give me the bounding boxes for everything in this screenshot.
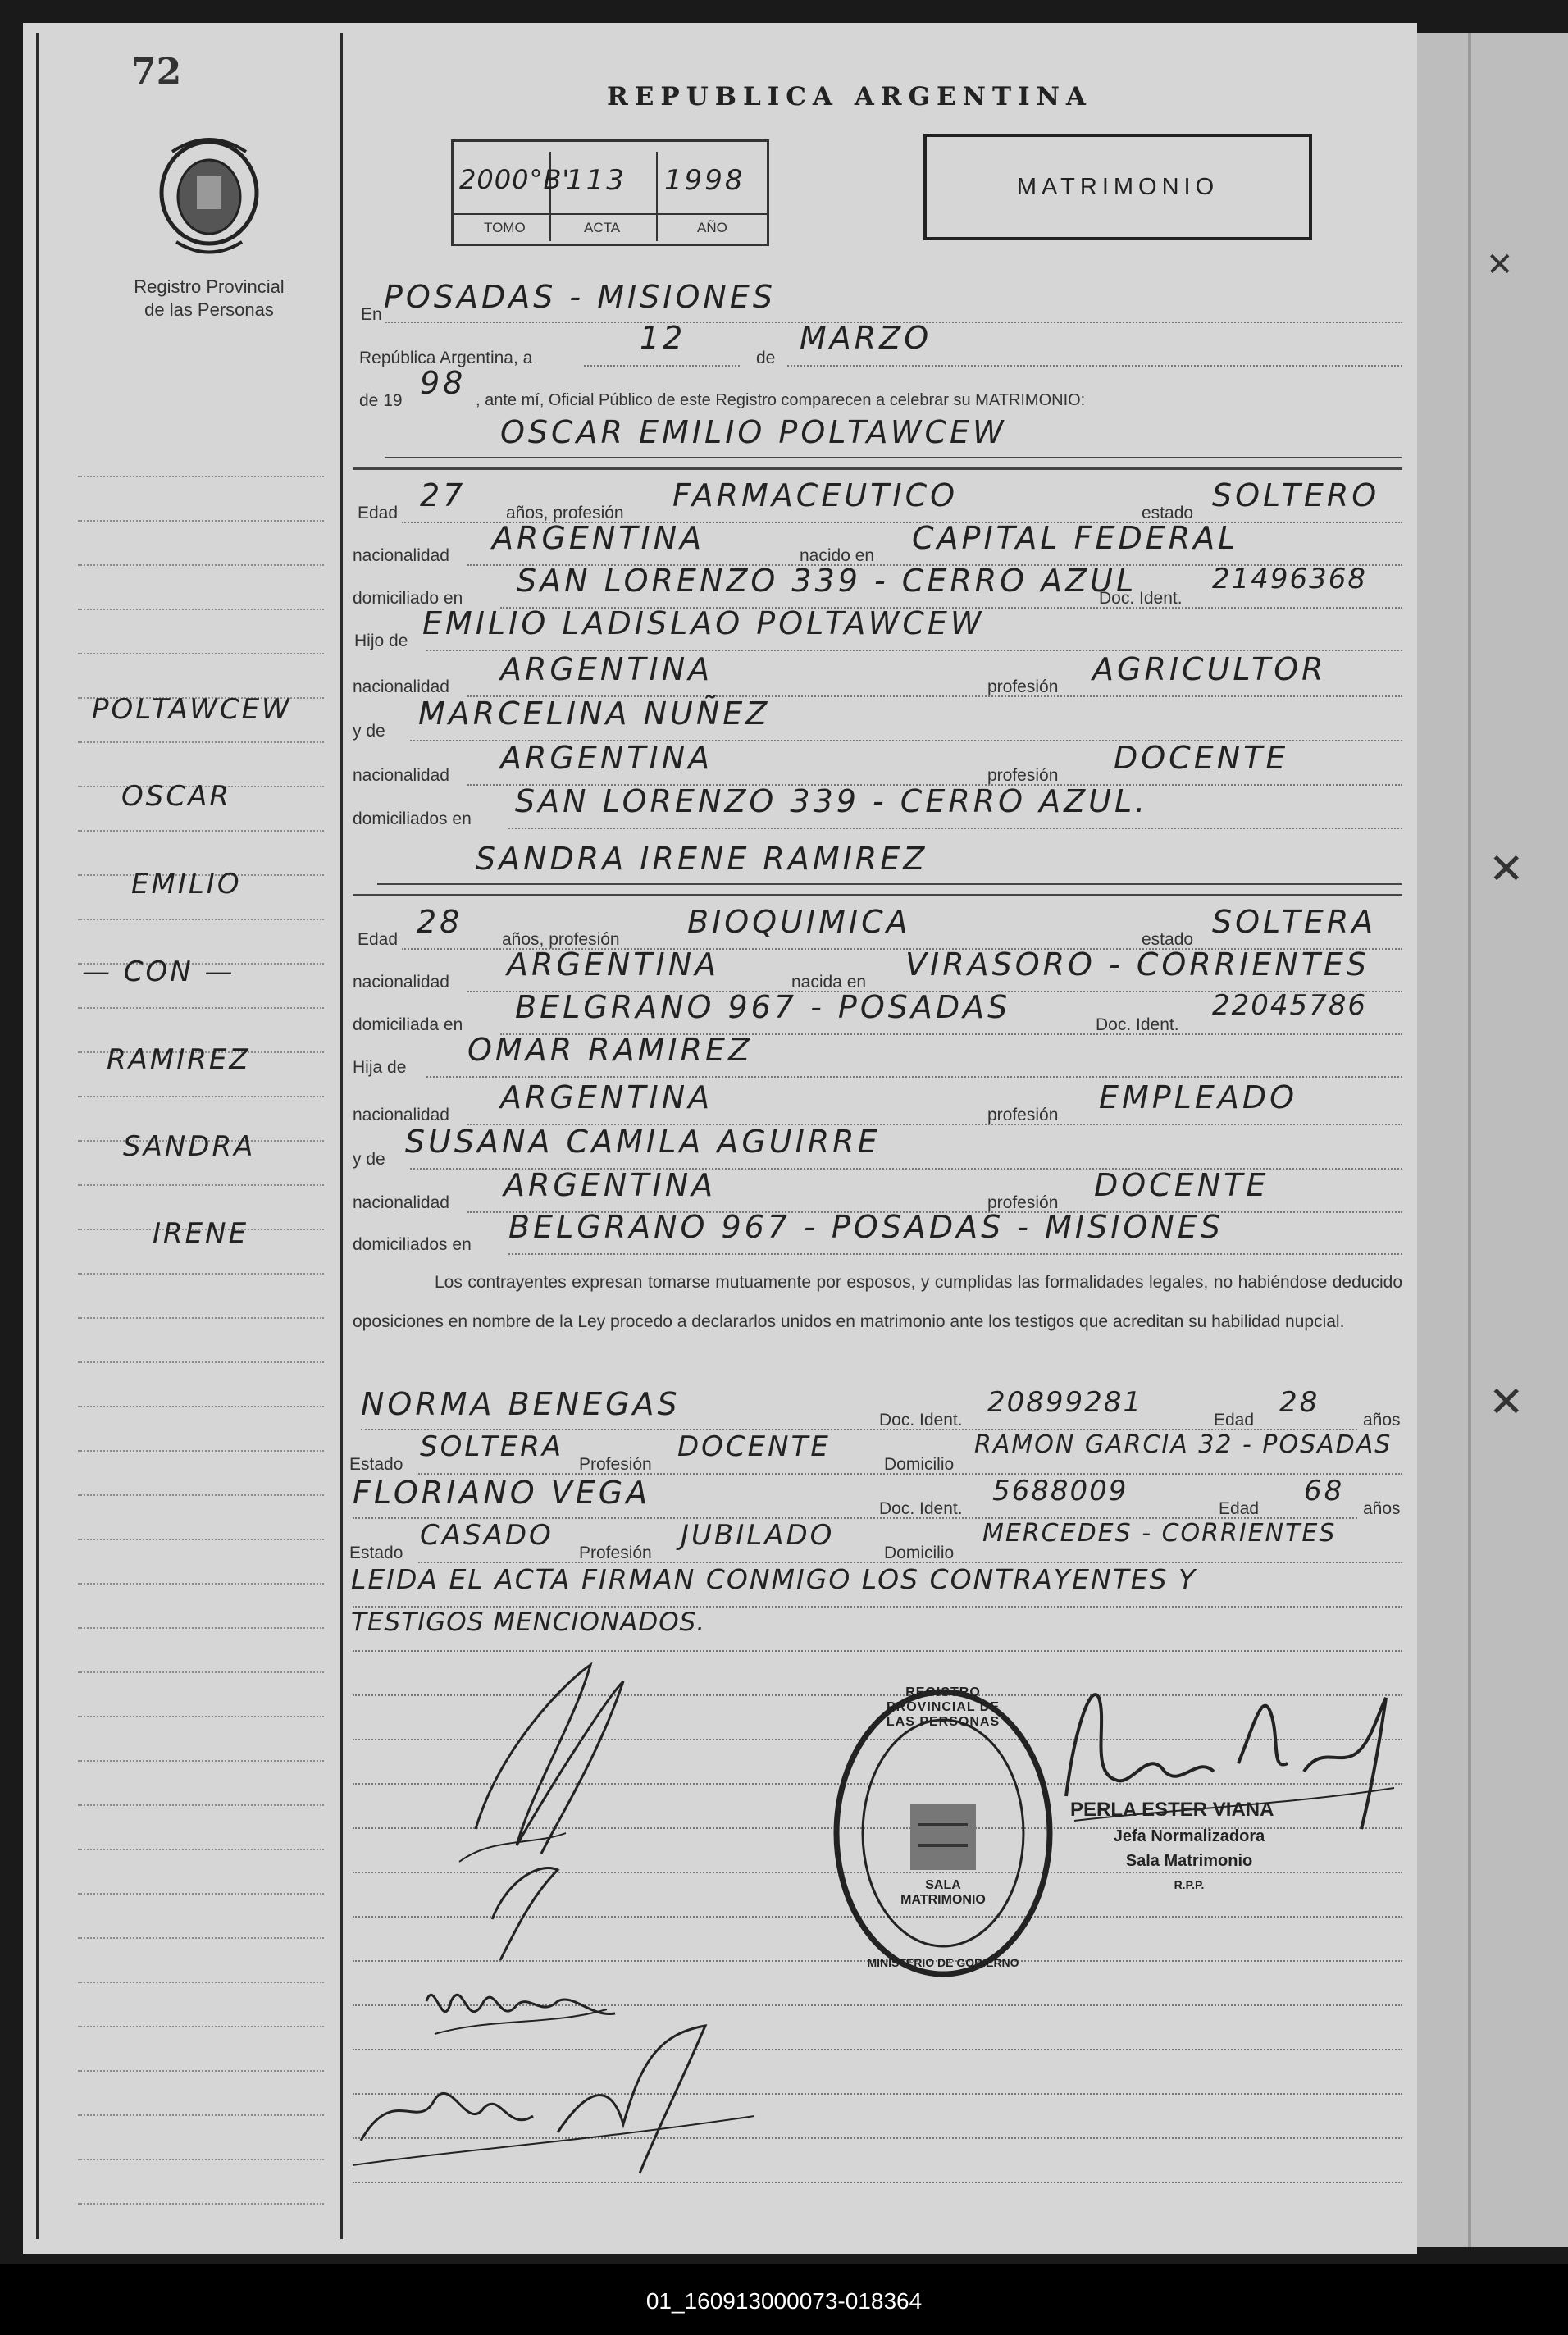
bride-nac-label: nacionalidad [353,973,449,992]
witness-2-estado-label: Estado [349,1544,403,1562]
official-title-2: Sala Matrimonio [1125,1852,1253,1870]
witness-2-domicilio: MERCEDES - CORRIENTES [982,1519,1337,1548]
acta-label: ACTA [584,220,621,235]
groom-nacido-en: CAPITAL FEDERAL [912,520,1239,556]
bride-padre-prof-label: profesión [987,1106,1059,1124]
tomo-value: 2000°B' [459,164,571,195]
place: POSADAS - MISIONES [384,279,776,315]
bride-doc-label: Doc. Ident. [1096,1015,1179,1034]
groom-signature [443,1649,656,1977]
groom-estado-label: estado [1142,504,1194,522]
witness-2-profesion: JUBILADO [681,1519,835,1552]
witness-1-profesion-label: Profesión [579,1455,652,1474]
bride-hija-label: Hija de [353,1058,407,1077]
bride-padre-prof: EMPLEADO [1099,1079,1298,1115]
witness-1-edad-label: Edad [1214,1411,1255,1430]
official-name: PERLA ESTER VIANA [1070,1799,1274,1821]
bride-profesion: BIOQUIMICA [687,904,911,940]
facing-page [1417,33,1568,2247]
witness-1-estado-label: Estado [349,1455,403,1474]
bride-edad-label: Edad [358,930,399,949]
bride-nacida-en: VIRASORO - CORRIENTES [905,946,1370,983]
republica-label: República Argentina, a [359,349,533,367]
witness-1-anos-label: años [1363,1411,1401,1430]
bride-madre-nac-label: nacionalidad [353,1193,449,1212]
witness-signature [344,2018,771,2182]
witness-2-anos-label: años [1363,1499,1401,1518]
country-title: REPUBLICA ARGENTINA [607,82,1092,112]
witness-2-profesion-label: Profesión [579,1544,652,1562]
binding-mark: ✕ [1486,247,1514,283]
formal-paragraph: Los contrayentes expresan tomarse mutuamente por esposos, y cumplidas las formalidades legales, no habiéndose deducido oposiciones en nombre de la Ley procedo a declararlos unidos en matrimonio ante los testigos que acreditan su habilidad nupcial. [353,1273,1402,1331]
official-title-3: R.P.P. [1174,1878,1205,1891]
witness-2-doc: 5688009 [992,1475,1128,1507]
bride-doc: 22045786 [1212,989,1368,1022]
groom-domicilio: SAN LORENZO 339 - CERRO AZUL [517,563,1137,599]
groom-profesion: FARMACEUTICO [672,477,959,513]
witness-2-name: FLORIANO VEGA [353,1475,651,1511]
witness-2-estado: CASADO [420,1519,554,1552]
ano-label: AÑO [697,220,727,235]
month: MARZO [800,320,932,356]
margin-name-second: EMILIO [131,868,242,901]
groom-padre-nac: ARGENTINA [500,651,713,687]
witness-1-doc: 20899281 [987,1386,1143,1419]
act-type-box: MATRIMONIO [923,134,1312,240]
year-suffix: 98 [420,365,467,401]
year-prefix: de 19 [359,391,403,410]
intro-statement: , ante mí, Oficial Público de este Registro comparecen a celebrar su MATRIMONIO: [476,391,1086,409]
groom-edad: 27 [420,477,467,513]
witness-2-edad-label: Edad [1219,1499,1260,1518]
groom-estado: SOLTERO [1212,477,1380,513]
binding-mark: ✕ [1488,846,1525,893]
bride-padre: OMAR RAMIREZ [467,1032,754,1068]
bride-estado: SOLTERA [1212,904,1377,940]
bride-madre-prof-label: profesión [987,1193,1059,1212]
ano-value: 1998 [664,164,745,197]
bride-nacida-label: nacida en [791,973,867,992]
margin-divider-line [340,33,343,2239]
witness-1-doc-label: Doc. Ident. [879,1411,963,1430]
groom-padres-dom: SAN LORENZO 339 - CERRO AZUL. [515,783,1149,819]
margin-name-bride-first: SANDRA [123,1130,256,1163]
registry-name: Registro Provincial de las Personas [134,276,285,320]
groom-padre-prof: AGRICULTOR [1092,651,1327,687]
seal-ring-text: REGISTRO PROVINCIAL DE LAS PERSONAS [886,1685,1001,1729]
margin-name-first: OSCAR [121,780,231,813]
page-edge [1468,33,1471,2247]
witness-1-domicilio-label: Domicilio [884,1455,955,1474]
margin-name-surname: POLTAWCEW [92,693,292,726]
groom-name: OSCAR EMILIO POLTAWCEW [500,414,1007,450]
bride-yde-label: y de [353,1150,385,1169]
groom-padre-nac-label: nacionalidad [353,677,449,696]
groom-nacionalidad: ARGENTINA [492,520,705,556]
groom-doms-label: domiciliados en [353,809,472,828]
bride-padre-nac-label: nacionalidad [353,1106,449,1124]
witness-2-edad: 68 [1304,1475,1345,1507]
witness-1-domicilio: RAMON GARCIA 32 - POSADAS [974,1430,1393,1459]
bride-madre-prof: DOCENTE [1094,1167,1269,1203]
groom-doc: 21496368 [1212,563,1368,595]
document-id: 01_160913000073-018364 [645,2288,923,2314]
bride-estado-label: estado [1142,930,1194,949]
acta-value: 113 [566,164,627,197]
witness-2-domicilio-label: Domicilio [884,1544,955,1562]
groom-yde-label: y de [353,722,385,741]
witness-1-estado: SOLTERA [420,1430,564,1463]
bride-dom-label: domiciliada en [353,1015,463,1034]
page-number: 72 [131,51,182,93]
groom-nac-label: nacionalidad [353,546,449,565]
seal-bottom-text: MINISTERIO DE GOBIERNO [867,1956,1019,1969]
en-label: En [361,305,382,324]
coat-of-arms-icon [156,135,262,258]
groom-madre-prof: DOCENTE [1114,740,1289,776]
groom-madre: MARCELINA NUÑEZ [418,695,771,732]
left-border-line [36,33,39,2239]
margin-name-bride-surname: RAMIREZ [107,1043,251,1076]
day: 12 [640,320,686,356]
bride-madre-nac: ARGENTINA [504,1167,717,1203]
witness-1-profesion: DOCENTE [677,1430,831,1463]
groom-madre-nac-label: nacionalidad [353,766,449,785]
bride-nacionalidad: ARGENTINA [507,946,720,983]
bride-edad: 28 [417,904,463,940]
groom-edad-label: Edad [358,504,399,522]
witness-2-doc-label: Doc. Ident. [879,1499,963,1518]
bride-domicilio: BELGRANO 967 - POSADAS [515,989,1011,1025]
bride-doms-label: domiciliados en [353,1235,472,1254]
groom-dom-label: domiciliado en [353,589,463,608]
groom-madre-nac: ARGENTINA [500,740,713,776]
bride-padre-nac: ARGENTINA [500,1079,713,1115]
closing-note-line-2: TESTIGOS MENCIONADOS. [351,1608,706,1637]
groom-padre: EMILIO LADISLAO POLTAWCEW [422,605,985,641]
margin-name-bride-second: IRENE [153,1217,249,1250]
groom-padre-prof-label: profesión [987,677,1059,696]
witness-1-name: NORMA BENEGAS [361,1386,681,1422]
groom-nacido-label: nacido en [800,546,875,565]
bride-name: SANDRA IRENE RAMIREZ [476,841,928,877]
binding-mark: ✕ [1488,1379,1525,1426]
groom-doc-label: Doc. Ident. [1099,589,1183,608]
official-title-1: Jefa Normalizadora [1113,1827,1265,1845]
groom-hijo-label: Hijo de [354,632,408,650]
tomo-label: TOMO [484,220,526,235]
bride-profesion-label: años, profesión [502,930,620,949]
witness-1-edad: 28 [1279,1386,1320,1419]
bride-padres-dom: BELGRANO 967 - POSADAS - MISIONES [508,1209,1224,1245]
margin-name-con: — CON — [82,955,235,988]
seal-inner-text: SALA MATRIMONIO [900,1878,986,1907]
de-label: de [756,349,776,367]
closing-note-line-1: LEIDA EL ACTA FIRMAN CONMIGO LOS CONTRAYENTES Y [351,1563,1197,1595]
groom-madre-prof-label: profesión [987,766,1059,785]
bride-madre: SUSANA CAMILA AGUIRRE [405,1124,881,1160]
official-signature [1058,1665,1402,1854]
groom-profesion-label: años, profesión [506,504,624,522]
